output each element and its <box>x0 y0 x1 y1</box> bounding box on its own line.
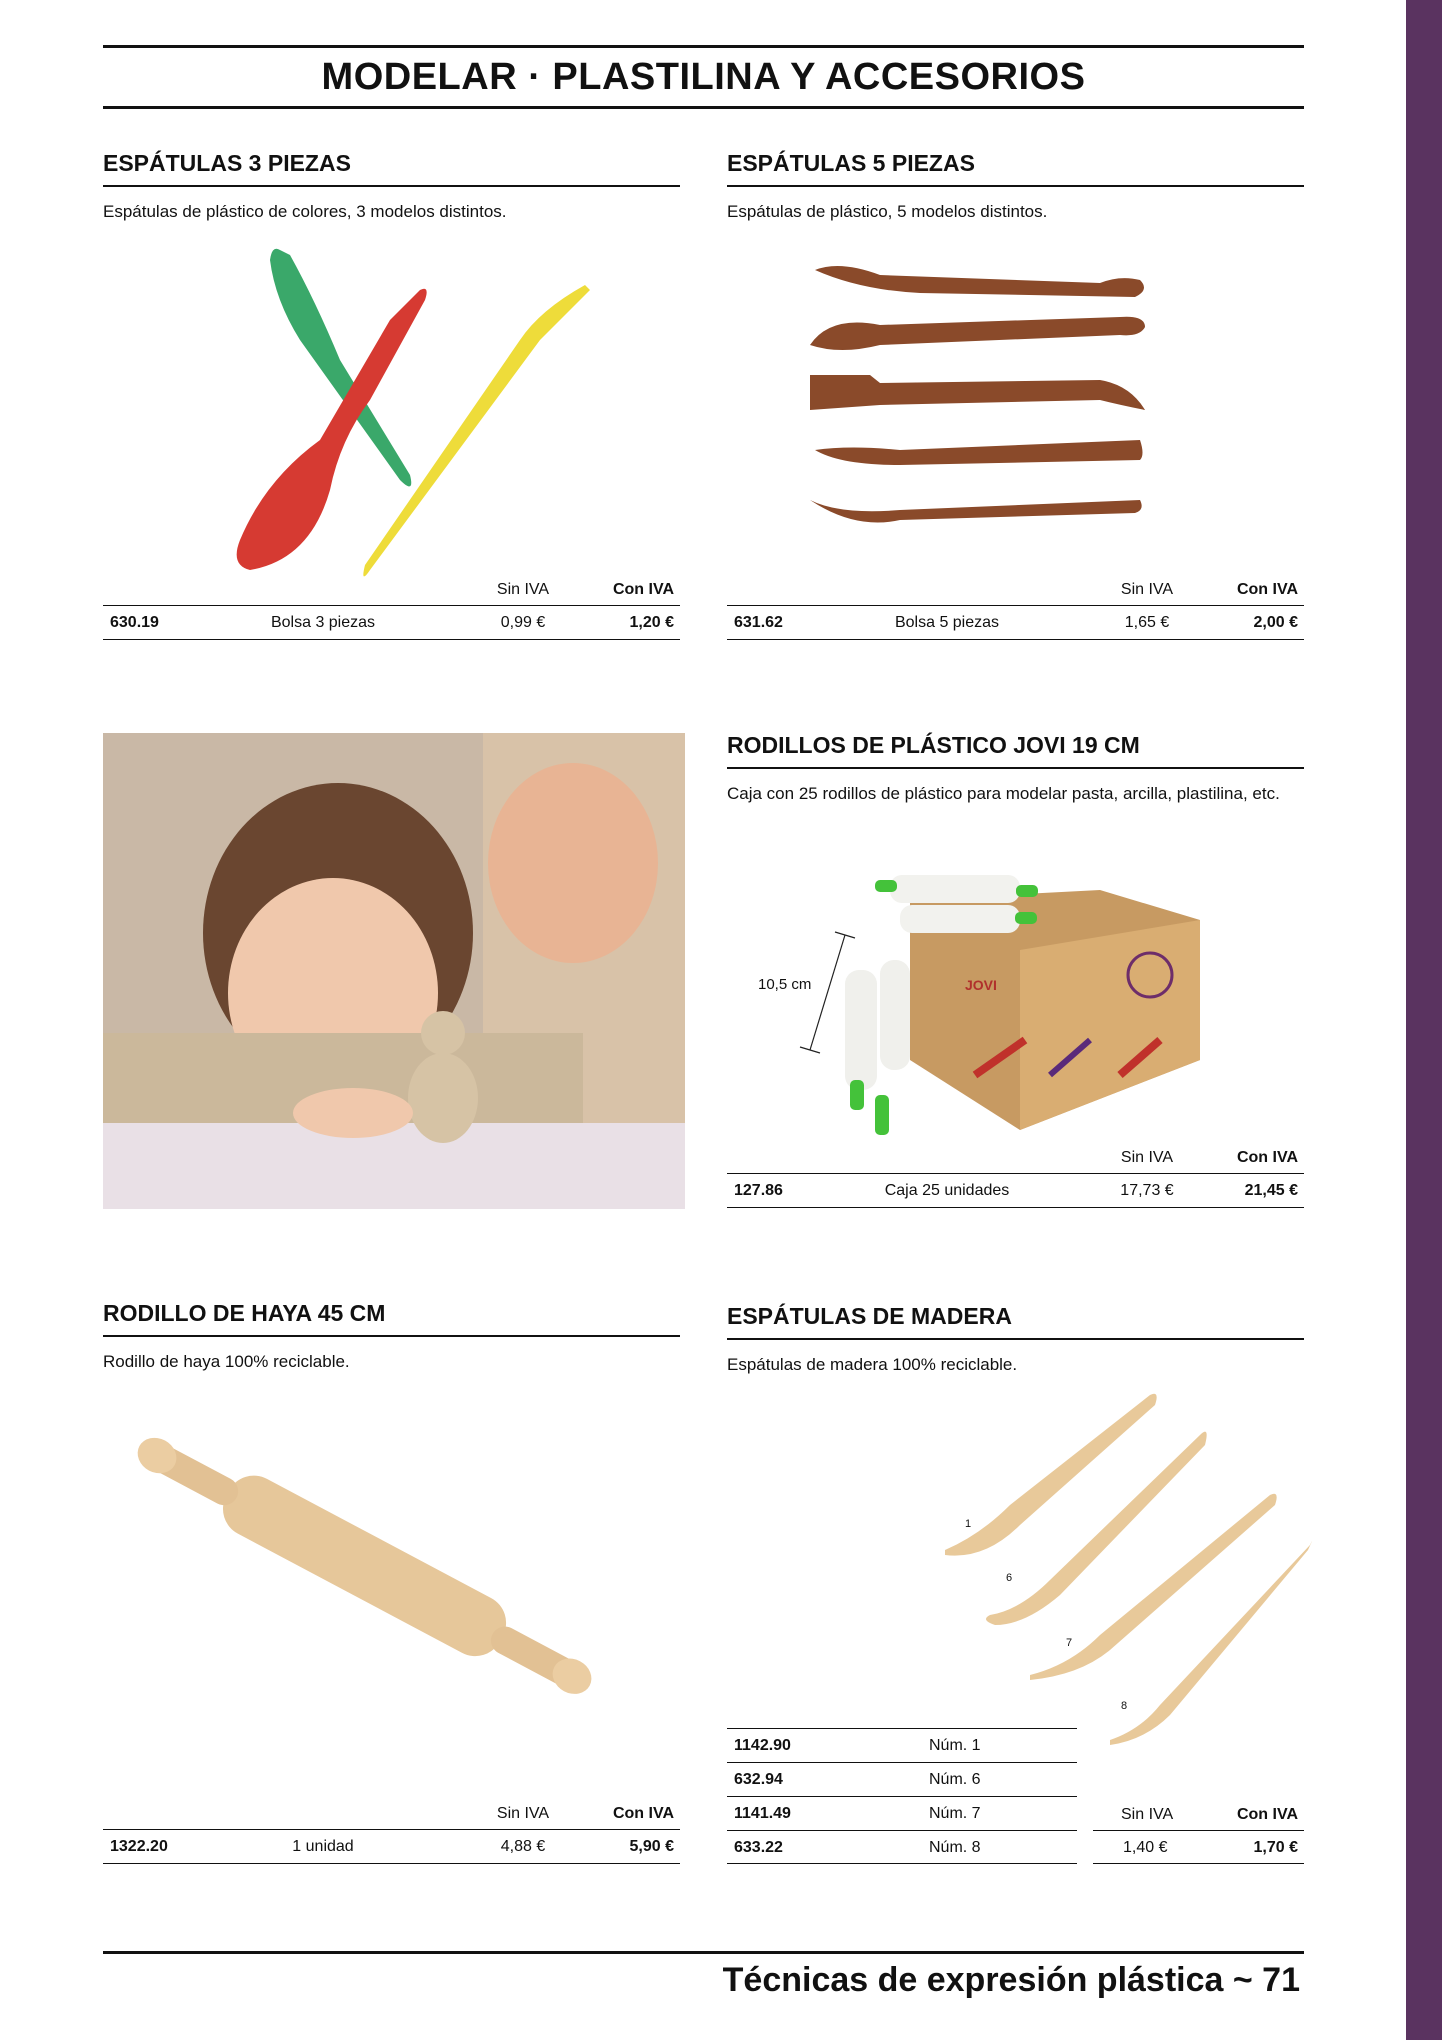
price-sin-iva: 17,73 € <box>1120 1182 1174 1199</box>
price-sin-iva: 4,88 € <box>500 1838 546 1855</box>
product-description: 1 unidad <box>292 1838 354 1855</box>
section-description: Espátulas de plástico, 5 modelos distintos. <box>727 202 1048 221</box>
table-row <box>727 1728 1077 1762</box>
page-title-banner <box>103 45 1304 109</box>
wooden-tools-5-image <box>800 255 1230 530</box>
price-table-madera <box>1093 1796 1304 1864</box>
product-number: Núm. 1 <box>929 1737 981 1754</box>
product-number: Núm. 8 <box>929 1839 981 1856</box>
product-number: Núm. 7 <box>929 1805 981 1822</box>
price-table-header <box>103 572 680 606</box>
footer-divider <box>103 1951 1304 1954</box>
price-con-iva: 1,20 € <box>629 614 674 631</box>
price-table-espatulas-5 <box>727 572 1304 640</box>
table-row <box>727 606 1304 640</box>
size-callout: 10,5 cm <box>758 976 812 993</box>
section-title: ESPÁTULAS 3 PIEZAS <box>103 150 680 187</box>
sin-iva-header: Sin IVA <box>496 1805 550 1822</box>
section-espatulas-3 <box>103 150 680 223</box>
table-row <box>727 1762 1077 1796</box>
table-row <box>103 606 680 640</box>
product-description: Caja 25 unidades <box>884 1182 1010 1199</box>
price-table-rodillos <box>727 1140 1304 1208</box>
product-code: 127.86 <box>734 1182 783 1199</box>
table-row <box>727 1830 1077 1864</box>
product-code: 633.22 <box>734 1839 783 1856</box>
product-code: 632.94 <box>734 1771 783 1788</box>
sin-iva-header: Sin IVA <box>1120 1149 1174 1166</box>
jovi-rollers-box-image <box>790 860 1210 1150</box>
svg-text:JOVI: JOVI <box>965 977 997 993</box>
section-rodillo-haya <box>103 1300 680 1373</box>
section-title: ESPÁTULAS DE MADERA <box>727 1303 1304 1340</box>
section-description: Espátulas de madera 100% reciclable. <box>727 1355 1018 1374</box>
beech-rolling-pin-image <box>110 1430 620 1700</box>
table-row <box>1093 1830 1304 1864</box>
price-table-header <box>1093 1796 1304 1830</box>
footer-section-page: Técnicas de expresión plástica ~ 71 <box>722 1961 1300 1999</box>
price-con-iva: 21,45 € <box>1244 1182 1298 1199</box>
section-description: Rodillo de haya 100% reciclable. <box>103 1352 350 1371</box>
section-description: Espátulas de plástico de colores, 3 modelos distintos. <box>103 202 507 221</box>
sin-iva-header: Sin IVA <box>1121 1806 1174 1823</box>
price-sin-iva: 1,40 € <box>1123 1839 1168 1856</box>
page-title: MODELAR · PLASTILINA Y ACCESORIOS <box>321 55 1086 98</box>
tool-label-6: 6 <box>1006 1572 1013 1584</box>
price-table-header <box>103 1796 680 1830</box>
product-description: Bolsa 5 piezas <box>894 614 1000 631</box>
product-code: 1142.90 <box>734 1737 791 1754</box>
con-iva-header: Con IVA <box>1236 1806 1298 1823</box>
price-sin-iva: 0,99 € <box>500 614 546 631</box>
section-rodillos-jovi <box>727 732 1304 805</box>
con-iva-header: Con IVA <box>612 581 674 598</box>
child-modeling-photo <box>103 733 685 1209</box>
con-iva-header: Con IVA <box>612 1805 674 1822</box>
wooden-spatulas-image <box>940 1385 1320 1745</box>
table-row <box>103 1830 680 1864</box>
price-sin-iva: 1,65 € <box>1124 614 1170 631</box>
section-espatulas-madera <box>727 1303 1304 1376</box>
table-row <box>727 1796 1077 1830</box>
plastic-spatulas-image <box>220 240 600 580</box>
section-title: RODILLO DE HAYA 45 CM <box>103 1300 680 1337</box>
section-title: RODILLOS DE PLÁSTICO JOVI 19 CM <box>727 732 1304 769</box>
section-espatulas-5 <box>727 150 1304 223</box>
con-iva-header: Con IVA <box>1236 1149 1298 1166</box>
price-table-haya <box>103 1796 680 1864</box>
table-row <box>727 1174 1304 1208</box>
price-table-header <box>727 572 1304 606</box>
tool-label-1: 1 <box>965 1518 972 1530</box>
product-code: 1141.49 <box>734 1805 791 1822</box>
section-description: Caja con 25 rodillos de plástico para modelar pasta, arcilla, plastilina, etc. <box>727 784 1280 803</box>
price-con-iva: 2,00 € <box>1253 614 1298 631</box>
sin-iva-header: Sin IVA <box>1120 581 1174 598</box>
product-number: Núm. 6 <box>929 1771 981 1788</box>
tool-label-8: 8 <box>1121 1700 1128 1712</box>
con-iva-header: Con IVA <box>1236 581 1298 598</box>
tool-label-7: 7 <box>1066 1637 1073 1649</box>
product-description: Bolsa 3 piezas <box>270 614 376 631</box>
wooden-spatulas-code-table <box>727 1728 1077 1864</box>
price-table-header <box>727 1140 1304 1174</box>
section-title: ESPÁTULAS 5 PIEZAS <box>727 150 1304 187</box>
product-code: 631.62 <box>734 614 783 631</box>
side-accent-bar <box>1406 0 1442 2040</box>
price-con-iva: 5,90 € <box>629 1838 674 1855</box>
product-code: 630.19 <box>110 614 159 631</box>
sin-iva-header: Sin IVA <box>496 581 550 598</box>
product-code: 1322.20 <box>110 1838 168 1855</box>
price-con-iva: 1,70 € <box>1253 1839 1298 1856</box>
price-table-espatulas-3 <box>103 572 680 640</box>
